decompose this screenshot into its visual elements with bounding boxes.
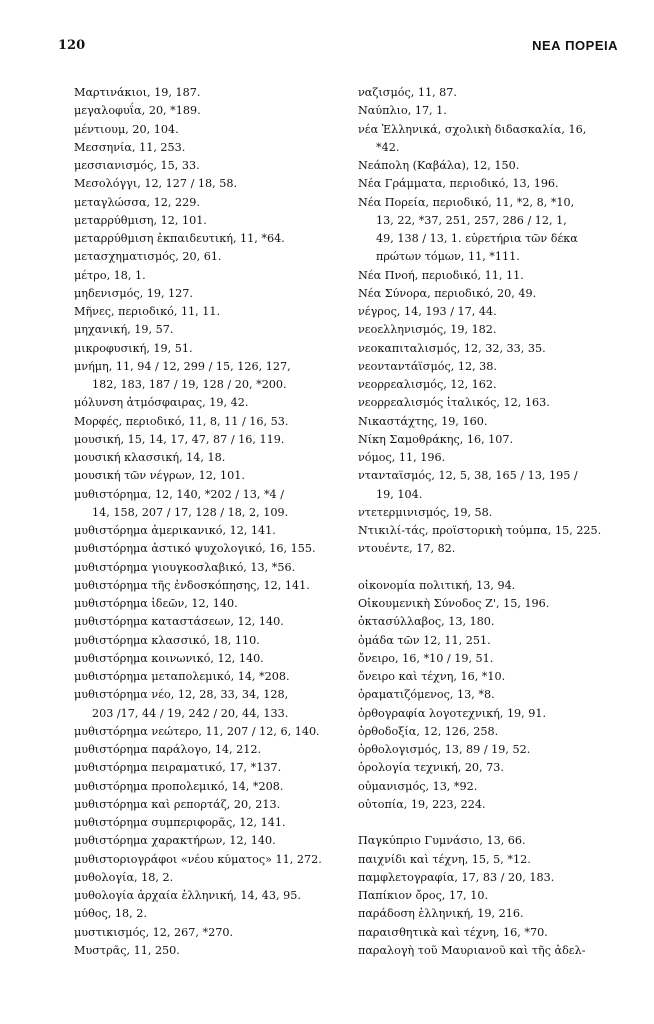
- page-number: 120: [58, 38, 86, 53]
- index-entry: μόλυνση ἀτμόσφαιρας, 19, 42.: [74, 396, 249, 410]
- index-entry: μουσική τῶν νέγρων, 12, 101.: [74, 469, 245, 483]
- index-entry: ὀκτασύλλαβος, 13, 180.: [358, 615, 495, 629]
- index-entry: ὀρθογραφία λογοτεχνική, 19, 91.: [358, 706, 547, 720]
- index-entry: ὀρθολογισμός, 13, 89 / 19, 52.: [358, 743, 531, 756]
- index-entry: Νίκη Σαμοθράκης, 16, 107.: [358, 432, 514, 446]
- index-entry: Μεσσηνία, 11, 253.: [74, 140, 186, 154]
- index-entry: μεταρρύθμιση, 12, 101.: [74, 213, 207, 227]
- index-entry: Παπίκιον ὄρος, 17, 10.: [358, 889, 489, 902]
- index-entry: νόμος, 11, 196.: [358, 451, 446, 464]
- index-entry: παραισθητικὰ καὶ τέχνη, 16, *70.: [358, 925, 548, 939]
- index-entry: παιχνίδι καὶ τέχνη, 15, 5, *12.: [358, 852, 531, 866]
- index-entry: Μορφές, περιοδικό, 11, 8, 11 / 16, 53.: [74, 414, 289, 428]
- index-entry: μυθιστόρημα κοινωνικό, 12, 140.: [74, 651, 264, 665]
- index-entry: οὐτοπία, 19, 223, 224.: [358, 797, 486, 811]
- index-entry: Ντικιλί-τάς, προϊστορικὴ τούμπα, 15, 225.: [358, 524, 602, 537]
- index-entry: μυθιστόρημα ἰδεῶν, 12, 140.: [74, 597, 238, 610]
- index-entry: οἰκονομία πολιτική, 13, 94.: [358, 578, 516, 592]
- index-entry: μουσική, 15, 14, 17, 47, 87 / 16, 119.: [74, 432, 285, 446]
- index-entry: μυθιστοριογράφοι «νέου κύματος» 11, 272.: [74, 852, 322, 866]
- index-entry: παμφλετογραφία, 17, 83 / 20, 183.: [358, 870, 555, 884]
- index-entry: ντανταϊσμός, 12, 5, 38, 165 / 13, 195 /: [358, 469, 578, 483]
- index-entry: μέντιουμ, 20, 104.: [74, 122, 179, 136]
- index-entry: μεσσιανισμός, 15, 33.: [74, 159, 200, 172]
- index-entry: μυθιστόρημα ἀστικό ψυχολογικό, 16, 155.: [74, 542, 316, 556]
- index-entry: ὁρολογία τεχνική, 20, 73.: [358, 761, 504, 775]
- index-entry: μυθιστόρημα παράλογο, 14, 212.: [74, 743, 262, 756]
- index-entry-continuation: 13, 22, *37, 251, 257, 286 / 12, 1,: [376, 213, 567, 227]
- index-entry-continuation: *42.: [376, 140, 400, 154]
- section-gap: [358, 814, 620, 832]
- index-entry-continuation: 203 /17, 44 / 19, 242 / 20, 44, 133.: [92, 706, 289, 720]
- index-entry: μυθιστόρημα συμπεριφορᾶς, 12, 141.: [74, 816, 286, 829]
- index-entry: μηχανική, 19, 57.: [74, 323, 174, 337]
- index-entry: μεταρρύθμιση ἐκπαιδευτική, 11, *64.: [74, 232, 285, 245]
- index-entry-continuation: 182, 183, 187 / 19, 128 / 20, *200.: [92, 378, 287, 391]
- running-head: ΝΕΑ ΠΟΡΕΙΑ: [532, 38, 618, 53]
- index-entry: μνήμη, 11, 94 / 12, 299 / 15, 126, 127,: [74, 359, 291, 373]
- index-entry: νεοελληνισμός, 19, 182.: [358, 323, 497, 337]
- page-header: [58, 38, 618, 60]
- index-entry: μυθιστόρημα χαρακτήρων, 12, 140.: [74, 834, 276, 848]
- index-entry: μυθιστόρημα πειραματικό, 17, *137.: [74, 761, 282, 775]
- index-entry: νέγρος, 14, 193 / 17, 44.: [358, 305, 497, 318]
- index-entry-continuation: 49, 138 / 13, 1. εὑρετήρια τῶν δέκα: [376, 232, 578, 245]
- index-entry: Νεάπολη (Καβάλα), 12, 150.: [358, 159, 520, 172]
- index-entry: μυθιστόρημα γιουγκοσλαβικό, 13, *56.: [74, 560, 296, 574]
- index-entry: μυθιστόρημα καταστάσεων, 12, 140.: [74, 615, 284, 629]
- index-entry: μεταγλώσσα, 12, 229.: [74, 195, 200, 209]
- index-entry: νεορρεαλισμός, 12, 162.: [358, 378, 497, 391]
- index-column-right: [358, 84, 620, 960]
- index-entry: μετασχηματισμός, 20, 61.: [74, 250, 222, 264]
- index-entry: μεγαλοφυΐα, 20, *189.: [74, 104, 201, 118]
- index-entry: Νέα Γράμματα, περιοδικό, 13, 196.: [358, 177, 559, 191]
- index-entry: νέα Ἑλληνικά, σχολικὴ διδασκαλία, 16,: [358, 122, 587, 136]
- section-gap: [358, 559, 620, 577]
- index-entry: ὀρθοδοξία, 12, 126, 258.: [358, 724, 499, 738]
- index-entry: μύθος, 18, 2.: [74, 907, 147, 921]
- index-entry: ὄνειρο καὶ τέχνη, 16, *10.: [358, 670, 506, 683]
- index-entry: Μυστρᾶς, 11, 250.: [74, 943, 180, 957]
- index-entry: Νέα Πορεία, περιοδικό, 11, *2, 8, *10,: [358, 195, 575, 209]
- index-entry: μυθιστόρημα μεταπολεμικό, 14, *208.: [74, 670, 290, 683]
- index-entry: μικροφυσική, 19, 51.: [74, 341, 193, 355]
- index-entry: Μαρτινάκιοι, 19, 187.: [74, 86, 201, 99]
- index-entry-continuation: πρώτων τόμων, 11, *111.: [376, 250, 520, 264]
- index-entry: Νέα Πνοή, περιοδικό, 11, 11.: [358, 268, 524, 282]
- index-entry: νεορρεαλισμός ἰταλικός, 12, 163.: [358, 396, 550, 410]
- index-entry: Μῆνες, περιοδικό, 11, 11.: [74, 305, 221, 318]
- index-entry: παραλογὴ τοῦ Μαυριανοῦ καὶ τῆς ἀδελ-: [358, 943, 586, 957]
- index-entry: μυθιστόρημα κλασσικό, 18, 110.: [74, 633, 260, 647]
- index-entry: ναζισμός, 11, 87.: [358, 86, 457, 99]
- index-entry: ὁραματιζόμενος, 13, *8.: [358, 688, 495, 702]
- index-entry: παράδοση ἑλληνική, 19, 216.: [358, 907, 524, 921]
- index-entry: μυθιστόρημα, 12, 140, *202 / 13, *4 /: [74, 487, 285, 501]
- index-entry: μυθολογία ἀρχαία ἑλληνική, 14, 43, 95.: [74, 889, 301, 902]
- index-column-left: [74, 84, 344, 960]
- index-entry: Ναύπλιο, 17, 1.: [358, 104, 447, 118]
- index-entry: μυθολογία, 18, 2.: [74, 870, 174, 884]
- index-entry: ντουέντε, 17, 82.: [358, 542, 456, 556]
- index-entry: μέτρο, 18, 1.: [74, 268, 146, 282]
- index-entry: μυθιστόρημα καὶ ρεπορτάζ, 20, 213.: [74, 797, 281, 811]
- index-entry: μουσική κλασσική, 14, 18.: [74, 451, 226, 464]
- index-entry: μηδενισμός, 19, 127.: [74, 286, 193, 300]
- index-entry: μυθιστόρημα τῆς ἐνδοσκόπησης, 12, 141.: [74, 578, 310, 592]
- index-entry: ὄνειρο, 16, *10 / 19, 51.: [358, 651, 494, 665]
- index-entry: μυθιστόρημα ἀμερικανικό, 12, 141.: [74, 524, 276, 537]
- index-entry: νεοκαπιταλισμός, 12, 32, 33, 35.: [358, 341, 546, 355]
- index-entry: Νικαστάχτης, 19, 160.: [358, 414, 488, 428]
- index-entry: μυστικισμός, 12, 267, *270.: [74, 925, 234, 939]
- index-entry: Οἰκουμενικὴ Σύνοδος Ζ', 15, 196.: [358, 597, 550, 610]
- index-entry: ντετερμινισμός, 19, 58.: [358, 505, 493, 519]
- index-entry: μυθιστόρημα νεώτερο, 11, 207 / 12, 6, 140.: [74, 724, 320, 738]
- index-entry-continuation: 19, 104.: [376, 487, 423, 501]
- index-entry: Μεσολόγγι, 12, 127 / 18, 58.: [74, 177, 238, 191]
- index-entry: ὁμάδα τῶν 12, 11, 251.: [358, 633, 491, 647]
- index-entry: Νέα Σύνορα, περιοδικό, 20, 49.: [358, 286, 537, 300]
- index-entry-continuation: 14, 158, 207 / 17, 128 / 18, 2, 109.: [92, 505, 289, 519]
- index-entry: οὐμανισμός, 13, *92.: [358, 779, 478, 793]
- index-entry: Παγκύπριο Γυμνάσιο, 13, 66.: [358, 834, 526, 848]
- index-entry: μυθιστόρημα προπολεμικό, 14, *208.: [74, 779, 284, 793]
- index-entry: νεονταντάϊσμός, 12, 38.: [358, 359, 497, 373]
- index-entry: μυθιστόρημα νέο, 12, 28, 33, 34, 128,: [74, 688, 289, 702]
